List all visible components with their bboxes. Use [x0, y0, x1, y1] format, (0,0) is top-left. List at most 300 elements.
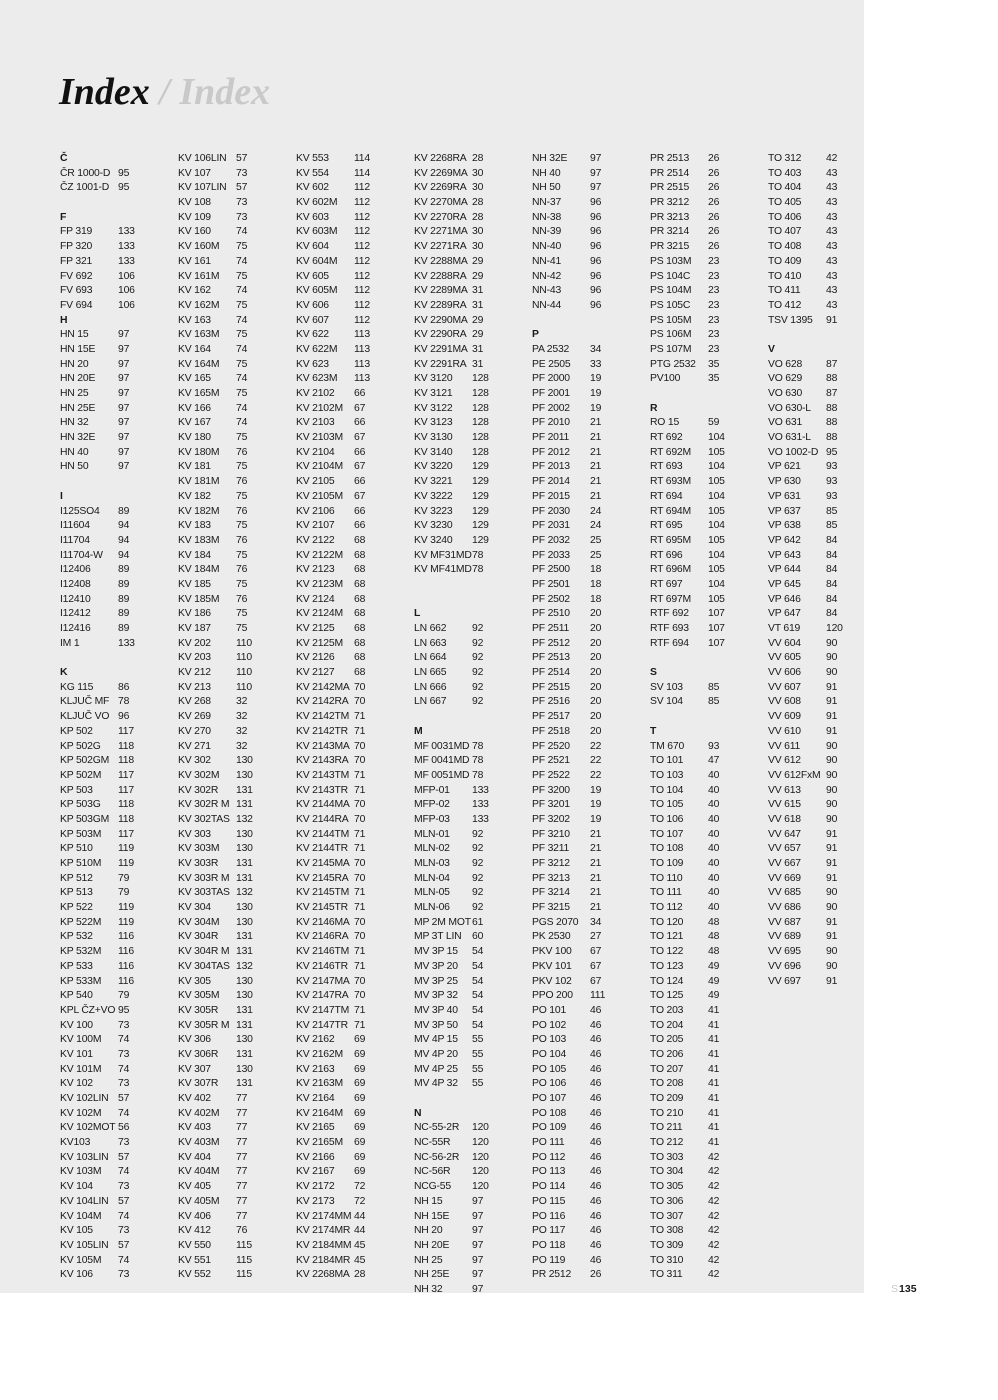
index-entry-page: 29 — [472, 270, 484, 282]
index-entry — [178, 270, 296, 285]
index-entry-page: 130 — [236, 1034, 253, 1046]
index-entry-code: KV 186 — [178, 608, 211, 620]
index-entry-page: 26 — [708, 241, 720, 253]
index-entry-code: FV 694 — [60, 299, 93, 311]
index-entry-page: 97 — [118, 432, 130, 444]
index-entry-code: KV 2289MA — [414, 285, 468, 297]
index-entry — [768, 975, 886, 990]
index-entry-page: 49 — [708, 990, 720, 1002]
index-entry-page: 24 — [590, 505, 602, 517]
index-entry — [60, 1019, 178, 1034]
index-entry — [532, 519, 650, 534]
index-entry — [178, 563, 296, 578]
index-entry-code: KP 522M — [60, 916, 102, 928]
index-entry-page: 131 — [236, 1078, 253, 1090]
index-entry — [60, 416, 178, 431]
index-entry-page: 113 — [354, 358, 370, 370]
index-entry-page: 115 — [236, 1254, 252, 1266]
index-entry — [414, 387, 532, 402]
index-entry — [296, 930, 414, 945]
index-entry — [296, 1195, 414, 1210]
index-entry-page: 43 — [826, 241, 838, 253]
index-entry-code: KV 108 — [178, 197, 211, 209]
index-entry — [178, 1033, 296, 1048]
index-entry — [768, 152, 886, 167]
index-entry-code: MF 0051MD — [414, 769, 470, 781]
index-entry — [532, 460, 650, 475]
index-entry-code: PO 115 — [532, 1195, 566, 1207]
index-entry-code: KP 510 — [60, 843, 93, 855]
index-entry-page: 21 — [590, 490, 602, 502]
index-entry-page: 105 — [708, 534, 725, 546]
index-entry-code: PR 3213 — [650, 211, 690, 223]
index-entry — [650, 240, 768, 255]
index-entry — [650, 549, 768, 564]
index-entry-code: KV 2174MR — [296, 1225, 351, 1237]
index-entry — [650, 270, 768, 285]
index-entry-code: KV 106LIN — [178, 153, 227, 164]
index-entry-code: KV 2145TR — [296, 902, 348, 914]
index-entry-code: KV 2162 — [296, 1034, 335, 1046]
index-entry-page: 77 — [236, 1210, 248, 1222]
index-letter: Č — [60, 153, 68, 164]
index-entry-code: KV 2142TR — [296, 725, 348, 737]
index-entry-code: PE 2505 — [532, 358, 571, 370]
index-entry-code: TO 407 — [768, 226, 802, 238]
index-entry-code: KV 605 — [296, 270, 329, 282]
index-entry-page: 43 — [826, 270, 838, 282]
index-entry-page: 97 — [472, 1283, 484, 1295]
index-entry-page: 48 — [708, 946, 720, 958]
index-entry — [178, 637, 296, 652]
index-entry-page: 73 — [236, 167, 248, 179]
index-entry-code: TO 303 — [650, 1151, 684, 1163]
index-entry-code: KV 2291RA — [414, 358, 467, 370]
index-entry-code: KV 553 — [296, 153, 329, 164]
index-entry-page: 84 — [826, 608, 838, 620]
index-entry-code: KV 304M — [178, 916, 220, 928]
index-entry — [414, 1224, 532, 1239]
index-column — [178, 152, 296, 1283]
index-entry-code: VP 644 — [768, 564, 801, 576]
index-entry — [650, 975, 768, 990]
index-entry-page: 87 — [826, 388, 838, 399]
index-entry-page: 67 — [354, 461, 366, 473]
index-entry-page: 78 — [472, 740, 484, 752]
index-spacer — [60, 196, 178, 211]
index-entry-page: 20 — [590, 652, 602, 664]
index-entry-code: MLN-04 — [414, 872, 450, 884]
index-entry — [414, 328, 532, 343]
index-entry — [178, 534, 296, 549]
index-entry-page: 74 — [236, 417, 248, 429]
index-entry-page: 96 — [590, 211, 602, 223]
index-entry-page: 68 — [354, 564, 366, 576]
index-entry-code: KV 3123 — [414, 417, 453, 429]
index-entry — [60, 930, 178, 945]
index-entry-code: TO 101 — [650, 755, 684, 767]
index-entry-code: RT 696 — [650, 549, 683, 561]
index-entry — [178, 181, 296, 196]
index-entry — [650, 1019, 768, 1034]
index-entry-code: KV 2162M — [296, 1048, 343, 1060]
index-entry — [532, 167, 650, 182]
index-entry-page: 79 — [118, 990, 130, 1002]
index-letter: F — [60, 211, 67, 223]
index-entry-page: 112 — [354, 182, 370, 194]
index-entry-code: PF 2031 — [532, 520, 570, 532]
index-entry-page: 96 — [590, 197, 602, 209]
index-entry-code: PV100 — [650, 373, 681, 385]
index-letter: I — [60, 490, 63, 502]
index-entry — [296, 1224, 414, 1239]
index-entry-code: KV 103M — [60, 1166, 102, 1178]
index-entry-code: PO 118 — [532, 1239, 566, 1251]
index-entry-page: 76 — [236, 505, 248, 517]
index-entry — [414, 666, 532, 681]
index-entry — [60, 328, 178, 343]
index-entry — [178, 916, 296, 931]
index-entry — [296, 945, 414, 960]
index-letter-heading — [414, 725, 532, 740]
index-entry — [178, 519, 296, 534]
index-entry — [296, 842, 414, 857]
index-entry — [178, 299, 296, 314]
index-entry-code: VV 612FxM — [768, 769, 821, 781]
index-entry — [60, 1239, 178, 1254]
index-entry — [768, 284, 886, 299]
index-entry — [178, 505, 296, 520]
index-entry — [414, 769, 532, 784]
index-entry — [414, 1180, 532, 1195]
index-entry — [296, 549, 414, 564]
index-entry-code: KV 162M — [178, 299, 220, 311]
index-entry-code: LN 664 — [414, 652, 447, 664]
index-entry-page: 29 — [472, 329, 484, 341]
index-entry — [532, 1004, 650, 1019]
index-entry-code: KV 2173 — [296, 1195, 335, 1207]
index-entry-page: 91 — [826, 872, 838, 884]
index-entry-page: 77 — [236, 1107, 248, 1119]
index-entry-page: 41 — [708, 1137, 720, 1149]
index-entry-page: 70 — [354, 975, 366, 987]
index-entry — [532, 1268, 650, 1283]
index-entry — [60, 358, 178, 373]
index-entry — [178, 1107, 296, 1122]
index-entry-page: 70 — [354, 696, 366, 708]
index-entry-page: 75 — [236, 299, 248, 311]
index-entry-page: 41 — [708, 1048, 720, 1060]
index-entry-page: 128 — [472, 388, 489, 399]
index-entry-code: KG 115 — [60, 681, 94, 693]
index-entry-code: RT 696M — [650, 564, 691, 576]
index-entry-page: 89 — [118, 564, 130, 576]
index-entry-code: MV 3P 32 — [414, 990, 458, 1002]
index-entry — [414, 196, 532, 211]
index-entry-page: 113 — [354, 343, 370, 355]
index-entry-code: KV 2142RA — [296, 696, 349, 708]
index-entry-code: RT 694M — [650, 505, 691, 517]
index-entry — [532, 916, 650, 931]
index-entry — [178, 1004, 296, 1019]
index-letter-heading — [650, 725, 768, 740]
index-entry-page: 91 — [826, 696, 838, 708]
index-entry-code: KV 405 — [178, 1181, 211, 1193]
index-entry — [650, 255, 768, 270]
index-entry-code: I12408 — [60, 578, 91, 590]
index-entry-page: 70 — [354, 916, 366, 928]
index-entry-code: PO 109 — [532, 1122, 567, 1134]
index-entry-page: 40 — [708, 872, 720, 884]
index-entry-page: 90 — [826, 769, 838, 781]
index-entry-code: KV 105 — [60, 1225, 93, 1237]
index-entry-page: 75 — [236, 578, 248, 590]
index-entry-page: 70 — [354, 990, 366, 1002]
index-entry-code: VO 630-L — [768, 402, 811, 414]
index-entry-page: 131 — [236, 784, 253, 796]
index-entry — [768, 211, 886, 226]
index-entry — [414, 490, 532, 505]
index-entry-page: 112 — [354, 285, 370, 297]
index-entry — [650, 475, 768, 490]
index-entry — [532, 1136, 650, 1151]
index-entry — [650, 519, 768, 534]
index-entry-page: 119 — [118, 902, 134, 914]
index-entry — [296, 1107, 414, 1122]
index-entry-code: TO 123 — [650, 960, 684, 972]
index-entry-page: 69 — [354, 1166, 366, 1178]
index-entry — [60, 740, 178, 755]
index-entry-code: NN-43 — [532, 285, 562, 297]
index-entry-page: 68 — [354, 608, 366, 620]
index-entry-page: 75 — [236, 549, 248, 561]
index-entry-code: KV 2164M — [296, 1107, 343, 1119]
index-entry — [768, 460, 886, 475]
index-entry-code: KV 187 — [178, 623, 211, 634]
index-entry-page: 96 — [590, 226, 602, 238]
index-entry — [532, 343, 650, 358]
index-entry-code: KV 184M — [178, 564, 220, 576]
index-entry-code: PF 3211 — [532, 843, 570, 855]
index-entry — [296, 314, 414, 329]
index-entry-code: FP 319 — [60, 226, 93, 238]
index-entry-code: VO 628 — [768, 358, 803, 370]
index-entry — [296, 681, 414, 696]
index-entry-code: FV 692 — [60, 270, 93, 282]
index-entry — [532, 857, 650, 872]
index-entry-page: 69 — [354, 1034, 366, 1046]
index-entry-page: 120 — [472, 1166, 489, 1178]
index-entry — [60, 372, 178, 387]
index-entry-page: 94 — [118, 520, 130, 532]
index-entry-code: KV 105M — [60, 1254, 102, 1266]
index-entry — [768, 402, 886, 417]
index-entry — [532, 299, 650, 314]
index-entry — [178, 167, 296, 182]
index-entry — [414, 181, 532, 196]
index-entry-page: 104 — [708, 432, 725, 444]
index-entry-page: 132 — [236, 813, 253, 825]
index-spacer — [414, 578, 532, 593]
index-entry-page: 92 — [472, 681, 484, 693]
index-entry-code: RT 693M — [650, 476, 691, 488]
index-entry-code: PF 2015 — [532, 490, 570, 502]
index-entry-page: 59 — [708, 417, 720, 429]
index-entry-code: TO 310 — [650, 1254, 684, 1266]
index-entry — [650, 1121, 768, 1136]
index-entry-code: KV 184 — [178, 549, 211, 561]
index-entry-code: TO 403 — [768, 167, 802, 179]
index-entry-page: 88 — [826, 373, 838, 385]
index-entry-page: 97 — [472, 1239, 484, 1251]
index-entry-code: TO 306 — [650, 1195, 684, 1207]
index-entry-page: 130 — [236, 828, 253, 840]
index-entry-code: NH 25E — [414, 1269, 450, 1281]
index-entry-page: 71 — [354, 946, 366, 958]
index-entry-page: 32 — [236, 696, 248, 708]
index-letter: S — [650, 667, 657, 679]
index-entry — [768, 578, 886, 593]
index-entry-code: I12410 — [60, 593, 91, 605]
index-entry-page: 24 — [590, 520, 602, 532]
index-entry — [178, 225, 296, 240]
index-entry — [414, 740, 532, 755]
index-entry-code: NN-40 — [532, 241, 562, 253]
index-entry — [532, 681, 650, 696]
index-entry-code: PR 2514 — [650, 167, 690, 179]
index-entry — [60, 710, 178, 725]
index-entry-page: 70 — [354, 858, 366, 869]
index-entry — [650, 1210, 768, 1225]
index-entry-code: VP 638 — [768, 520, 801, 532]
index-entry-code: KV 202 — [178, 637, 211, 649]
index-entry-code: KV 405M — [178, 1195, 220, 1207]
index-entry-code: KV 106 — [60, 1269, 93, 1281]
index-entry-page: 44 — [354, 1225, 366, 1237]
index-entry-code: KV 2291MA — [414, 343, 468, 355]
index-entry-page: 25 — [590, 534, 602, 546]
index-entry-page: 88 — [826, 402, 838, 414]
index-entry-code: TO 211 — [650, 1122, 683, 1134]
index-entry-page: 76 — [236, 564, 248, 576]
index-entry-page: 93 — [826, 461, 838, 473]
index-entry — [532, 1254, 650, 1269]
index-entry-code: KV 307R — [178, 1078, 219, 1090]
index-entry-code: TO 103 — [650, 769, 684, 781]
index-entry — [178, 255, 296, 270]
index-entry-code: KV 604M — [296, 255, 338, 267]
index-entry — [650, 314, 768, 329]
index-entry — [414, 857, 532, 872]
index-entry-code: VV 611 — [768, 740, 801, 752]
index-entry — [650, 446, 768, 461]
index-entry — [650, 740, 768, 755]
index-entry-page: 131 — [236, 1004, 253, 1016]
index-entry-page: 30 — [472, 241, 484, 253]
index-entry — [296, 1004, 414, 1019]
index-entry-page: 92 — [472, 696, 484, 708]
index-entry-page: 105 — [708, 564, 725, 576]
index-entry — [60, 886, 178, 901]
index-entry — [768, 842, 886, 857]
index-entry — [60, 1165, 178, 1180]
index-entry-page: 90 — [826, 887, 838, 899]
index-entry-page: 71 — [354, 1019, 366, 1031]
index-entry — [60, 1033, 178, 1048]
index-entry — [532, 1077, 650, 1092]
index-entry — [532, 431, 650, 446]
index-entry-page: 74 — [118, 1254, 130, 1266]
index-entry-page: 75 — [236, 490, 248, 502]
index-entry-code: RT 693 — [650, 461, 683, 473]
index-entry — [532, 930, 650, 945]
index-spacer — [414, 593, 532, 608]
index-entry — [60, 1136, 178, 1151]
index-entry-code: KV 402 — [178, 1093, 211, 1104]
index-entry-code: PF 3210 — [532, 828, 570, 840]
index-entry-code: KV 2269RA — [414, 182, 467, 194]
index-entry-page: 130 — [236, 769, 253, 781]
index-entry-page: 23 — [708, 270, 720, 282]
index-letter: P — [532, 329, 539, 341]
index-entry-page: 46 — [590, 1004, 602, 1016]
index-entry-code: KV 180 — [178, 432, 211, 444]
index-entry — [768, 622, 886, 637]
index-entry-page: 118 — [118, 740, 134, 752]
index-entry-page: 55 — [472, 1078, 484, 1090]
index-entry-code: PF 2500 — [532, 564, 570, 576]
index-entry-code: KV 605M — [296, 285, 338, 297]
index-entry-page: 68 — [354, 534, 366, 546]
index-entry-page: 77 — [236, 1181, 248, 1193]
index-entry-page: 68 — [354, 623, 366, 634]
index-entry — [296, 1210, 414, 1225]
index-entry — [532, 152, 650, 167]
index-entry-code: VO 630 — [768, 388, 803, 399]
index-entry-code: PF 3201 — [532, 799, 570, 811]
index-entry — [60, 916, 178, 931]
index-entry-code: KV 163M — [178, 329, 220, 341]
index-entry-page: 73 — [118, 1019, 130, 1031]
index-entry-page: 40 — [708, 769, 720, 781]
index-entry-code: KV 2143RA — [296, 755, 349, 767]
index-entry-code: KP 532 — [60, 931, 93, 943]
index-entry-code: KV 2167 — [296, 1166, 335, 1178]
index-entry-page: 41 — [708, 1063, 720, 1075]
index-entry — [768, 769, 886, 784]
index-spacer — [60, 475, 178, 490]
index-entry-code: KV 303R M — [178, 872, 230, 884]
index-entry-page: 96 — [590, 241, 602, 253]
index-entry-page: 21 — [590, 872, 602, 884]
index-entry-page: 91 — [826, 858, 838, 869]
index-column — [650, 152, 768, 1283]
index-entry — [532, 813, 650, 828]
index-entry-code: KV 2146MA — [296, 916, 350, 928]
index-entry — [178, 695, 296, 710]
index-entry-page: 93 — [708, 740, 720, 752]
index-entry-page: 46 — [590, 1034, 602, 1046]
index-entry — [296, 563, 414, 578]
index-entry-code: KV 269 — [178, 711, 211, 723]
index-entry-page: 46 — [590, 1254, 602, 1266]
index-letter: L — [414, 608, 421, 620]
index-entry-code: KV 203 — [178, 652, 211, 664]
index-entry-page: 110 — [236, 652, 252, 664]
index-entry-code: KV 2143TM — [296, 769, 350, 781]
index-entry — [296, 446, 414, 461]
index-entry-code: KV 3222 — [414, 490, 453, 502]
